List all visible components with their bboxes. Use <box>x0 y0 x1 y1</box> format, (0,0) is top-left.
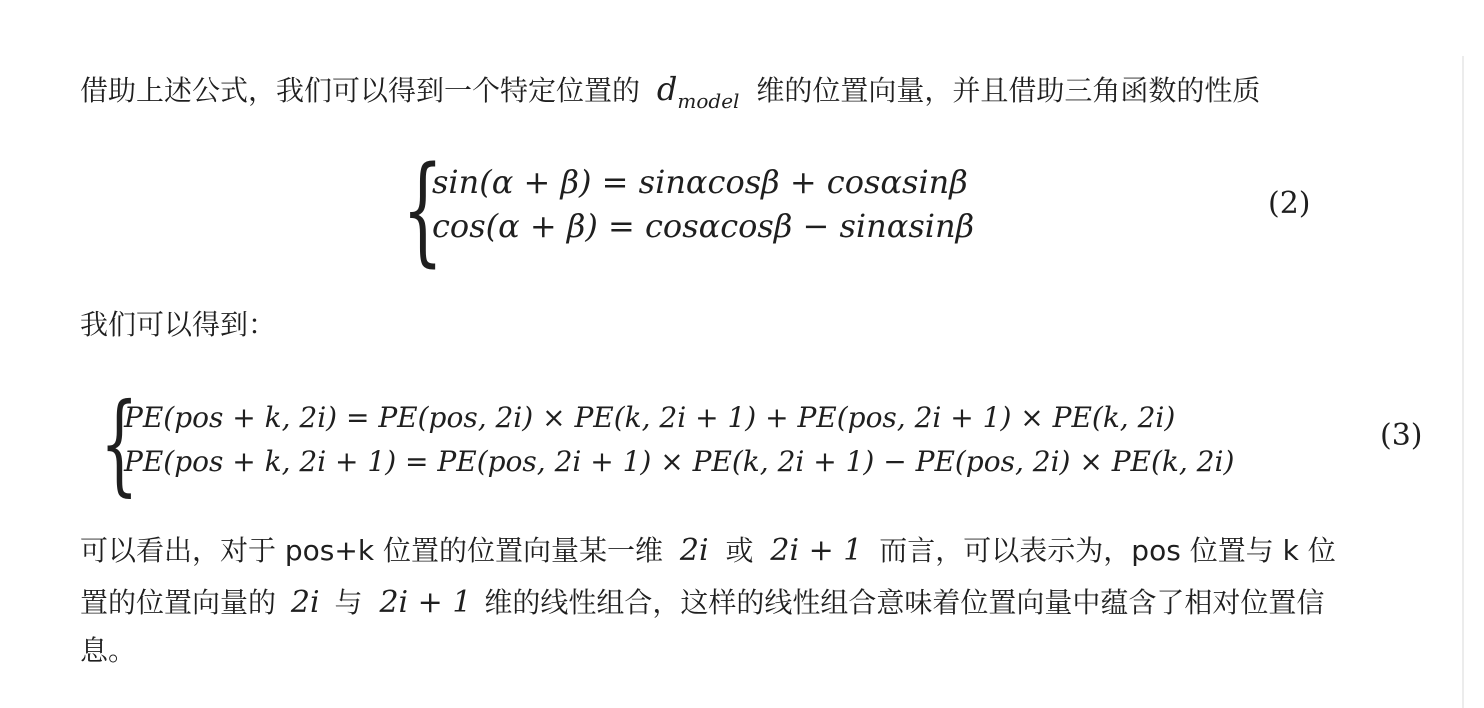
equation2-brace: { <box>402 140 444 278</box>
equation3-tag: (3) <box>1380 418 1423 453</box>
equation3-line2: PE(pos + k, 2i + 1) = PE(pos, 2i + 1) × PE(k, 2i + 1) − PE(pos, 2i) × PE(k, 2i) <box>124 445 1235 478</box>
equation2-line2: cos(α + β) = cosαcosβ − sinαsinβ <box>432 207 975 245</box>
conclusion-line2-part3: 维的线性组合，这样的线性组合意味着位置向量中蕴含了相对位置信 <box>484 586 1325 619</box>
math-2i: 2i <box>679 533 709 568</box>
equation2-tag: (2) <box>1268 186 1311 221</box>
math-2i-second: 2i <box>290 585 320 620</box>
math-d-subscript: model <box>677 89 740 113</box>
equation2 <box>432 160 974 248</box>
math-2i-plus-1-second: 2i + 1 <box>379 585 472 620</box>
conclusion-line1-part2: 或 <box>725 534 754 567</box>
equation3 <box>124 396 1234 484</box>
math-2i-plus-1: 2i + 1 <box>770 533 863 568</box>
conclusion-line1-part3: 而言，可以表示为，pos 位置与 k 位 <box>879 534 1336 567</box>
equation2-line1: sin(α + β) = sinαcosβ + cosαsinβ <box>432 163 968 201</box>
paragraph-we-get <box>80 298 276 352</box>
paragraph-intro-text-before: 借助上述公式，我们可以得到一个特定位置的 <box>80 74 641 107</box>
paragraph-conclusion-line2 <box>80 576 1324 630</box>
math-d: d <box>656 70 678 108</box>
conclusion-line2-part2: 与 <box>334 586 363 619</box>
equation3-line1: PE(pos + k, 2i) = PE(pos, 2i) × PE(k, 2i + 1) + PE(pos, 2i + 1) × PE(k, 2i) <box>124 401 1176 434</box>
content-right-border <box>1462 56 1464 708</box>
conclusion-line2-part1: 置的位置向量的 <box>80 586 277 619</box>
paragraph-conclusion-line1 <box>80 524 1336 578</box>
paragraph-conclusion-line3 <box>80 624 136 678</box>
equation3-brace: { <box>100 379 139 507</box>
conclusion-line3: 息。 <box>80 634 137 667</box>
paragraph-we-get-text: 我们可以得到： <box>80 308 277 341</box>
paragraph-intro-text-after: 维的位置向量，并且借助三角函数的性质 <box>756 74 1261 107</box>
paragraph-intro <box>80 62 1260 128</box>
math-d-model <box>656 70 740 113</box>
conclusion-line1-part1: 可以看出，对于 pos+k 位置的位置向量某一维 <box>80 534 663 567</box>
